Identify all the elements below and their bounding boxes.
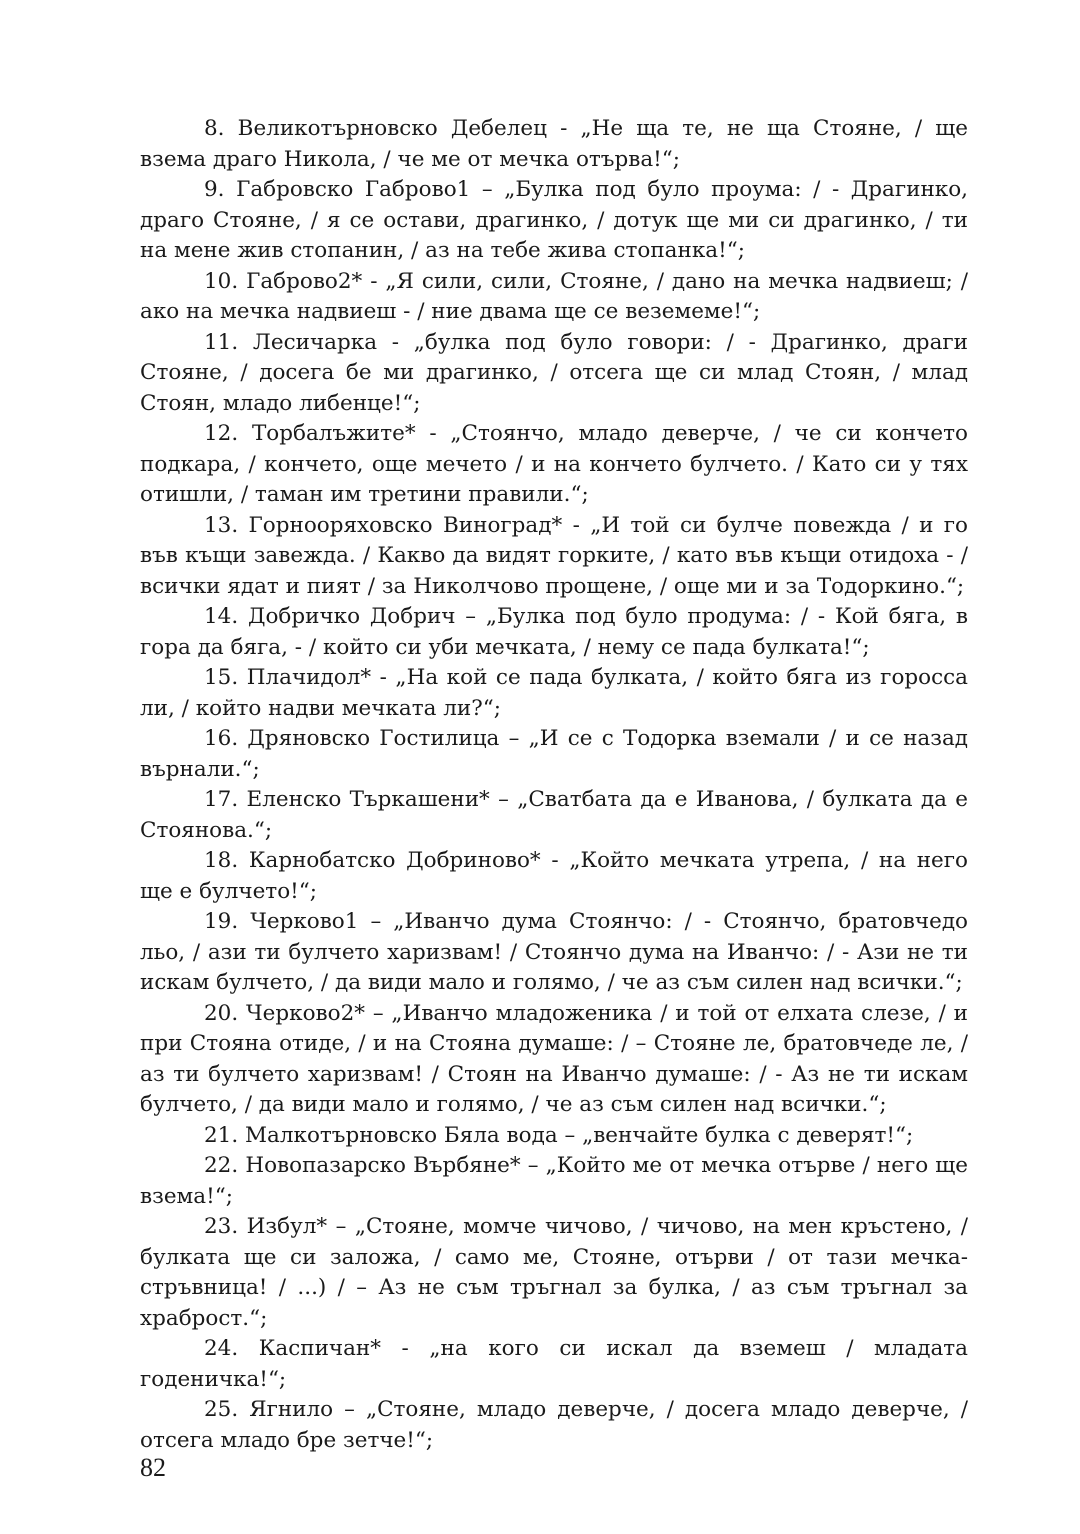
- paragraph-24: 24. Каспичан* - „на кого си искал да вземеш / младата годеничка!“;: [140, 1336, 968, 1392]
- paragraph-8: 8. Великотърновско Дебелец - „Не ща те, не ща Стояне, / ще взема драго Никола, / че ме от мечка отърва!“;: [140, 116, 968, 172]
- paragraph-20: 20. Черково2* – „Иванчо младоженика / и той от елхата слезе, / и при Стояна отиде, / и на Стояна думаше: / – Стояне ле, братовчеде ле, / аз ти булчето харизвам! / Стоян на Иванчо думаше: / - Аз не ти искам булчето, / да види мало и голямо, / че аз съм силен над всички.“;: [140, 1000, 968, 1117]
- paragraph-25: 25. Ягнило – „Стояне, младо деверче, / досега младо деверче, / отсега младо бре зетче!“;: [140, 1397, 968, 1453]
- paragraph-23: 23. Избул* – „Стояне, момче чичово, / чичово, на мен кръстено, / булката ще си заложа, / само ме, Стояне, отърви / от тази мечка-стръвница! / ...) / – Аз не съм тръгнал за булка, / аз съм тръгнал за храброст.“;: [140, 1214, 968, 1331]
- paragraph-22: 22. Новопазарско Върбяне* – „Който ме от мечка отърве / него ще взема!“;: [140, 1153, 968, 1209]
- main-text: [140, 114, 968, 1456]
- paragraph-21: 21. Малкотърновско Бяла вода – „венчайте булка с деверят!“;: [204, 1122, 914, 1148]
- paragraph-10: 10. Габрово2* - „Я сили, сили, Стояне, / дано на мечка надвиеш; / ако на мечка надвиеш - / ние двама ще се веземеме!“;: [140, 268, 968, 324]
- paragraph-14: 14. Добричко Добрич – „Булка под було продума: / - Кой бяга, в гора да бяга, - / който си уби мечката, / нему се пада булката!“;: [140, 604, 968, 660]
- paragraph-18: 18. Карнобатско Добриново* - „Който мечката утрепа, / на него ще е булчето!“;: [140, 848, 968, 904]
- paragraph-19: 19. Черково1 – „Иванчо дума Стоянчо: / - Стоянчо, братовчедо льо, / ази ти булчето харизвам! / Стоянчо дума на Иванчо: / - Ази не ти искам булчето, / да види мало и голямо, / че аз съм силен над всички.“;: [140, 909, 968, 995]
- paragraph-9: 9. Габровско Габрово1 – „Булка под було проума: / - Драгинко, драго Стояне, / я се остави, драгинко, / дотук ще ми си драгинко, / ти на мене жив стопанин, / аз на тебе жива стопанка!“;: [140, 177, 968, 263]
- page-number: 82: [140, 1453, 166, 1482]
- paragraph-17: 17. Еленско Търкашени* – „Сватбата да е Иванова, / булката да е Стоянова.“;: [140, 787, 968, 843]
- paragraph-12: 12. Торбалъжите* - „Стоянчо, младо деверче, / че си кончето подкара, / кончето, още мечето / и на кончето булчето. / Като си у тях отишли, / таман им третини правили.“;: [140, 421, 968, 507]
- paragraph-13: 13. Горнооряховско Виноград* - „И той си булче повежда / и го във къщи завежда. / Какво да видят горките, / като във къщи отидоха - / всички ядат и пият / за Николчово прощене, / още ми и за Тодоркино.“;: [140, 512, 968, 599]
- paragraph-11: 11. Лесичарка - „булка под було говори: / - Драгинко, драги Стояне, / досега бе ми драгинко, / отсега ще си млад Стоян, / млад Стоян, младо либенце!“;: [140, 329, 968, 416]
- paragraph-16: 16. Дряновско Гостилица – „И се с Тодорка вземали / и се назад върнали.“;: [140, 726, 968, 782]
- paragraph-15: 15. Плачидол* - „На кой се пада булката, / който бяга из горocca ли, / който надви мечката ли?“;: [140, 665, 968, 721]
